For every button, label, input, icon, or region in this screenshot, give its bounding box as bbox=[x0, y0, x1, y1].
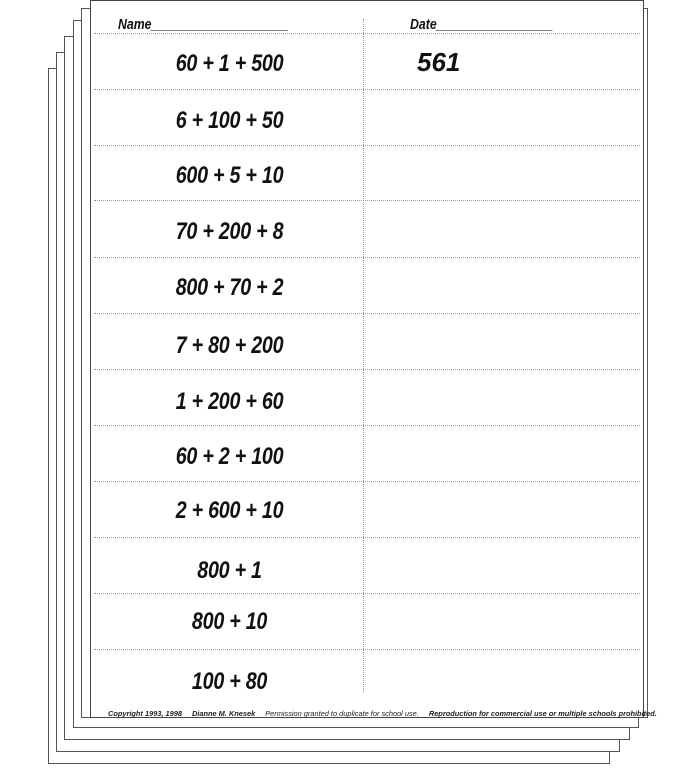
addition-problem-8: 60 + 2 + 100 bbox=[175, 443, 284, 470]
date-field-label: Date_________________ bbox=[410, 16, 553, 33]
footer-copyright: Copyright 1993, 1998 bbox=[108, 709, 182, 718]
row-separator bbox=[94, 425, 640, 426]
name-field-label: Name____________________ bbox=[118, 16, 289, 33]
row-separator bbox=[94, 257, 640, 258]
row-separator bbox=[94, 200, 640, 201]
addition-problem-10: 800 + 1 bbox=[197, 557, 262, 584]
copyright-footer bbox=[108, 709, 657, 718]
row-separator bbox=[94, 649, 640, 650]
addition-problem-12: 100 + 80 bbox=[191, 668, 268, 695]
row-separator bbox=[94, 369, 640, 370]
row-separator bbox=[94, 481, 640, 482]
row-separator bbox=[94, 145, 640, 146]
addition-problem-4: 70 + 200 + 8 bbox=[175, 218, 284, 245]
row-separator bbox=[94, 537, 640, 538]
addition-problem-3: 600 + 5 + 10 bbox=[175, 162, 284, 189]
addition-problem-7: 1 + 200 + 60 bbox=[175, 388, 284, 415]
addition-problem-2: 6 + 100 + 50 bbox=[175, 107, 284, 134]
addition-problem-1: 60 + 1 + 500 bbox=[175, 50, 284, 77]
row-separator bbox=[94, 593, 640, 594]
row-separator bbox=[94, 313, 640, 314]
row-separator bbox=[94, 89, 640, 90]
addition-problem-9: 2 + 600 + 10 bbox=[175, 497, 284, 524]
column-divider bbox=[363, 19, 364, 693]
answer-1: 561 bbox=[417, 47, 461, 77]
footer-author: Dianne M. Knesek bbox=[191, 709, 256, 718]
worksheet-front-page bbox=[90, 0, 657, 718]
row-separator bbox=[94, 33, 640, 34]
addition-problem-5: 800 + 70 + 2 bbox=[175, 274, 284, 301]
footer-restriction: Reproduction for commercial use or multiple schools prohibited. bbox=[428, 709, 657, 718]
addition-problem-11: 800 + 10 bbox=[191, 608, 268, 635]
addition-problem-6: 7 + 80 + 200 bbox=[175, 332, 284, 359]
footer-permission: Permission granted to duplicate for school use. bbox=[265, 709, 419, 718]
